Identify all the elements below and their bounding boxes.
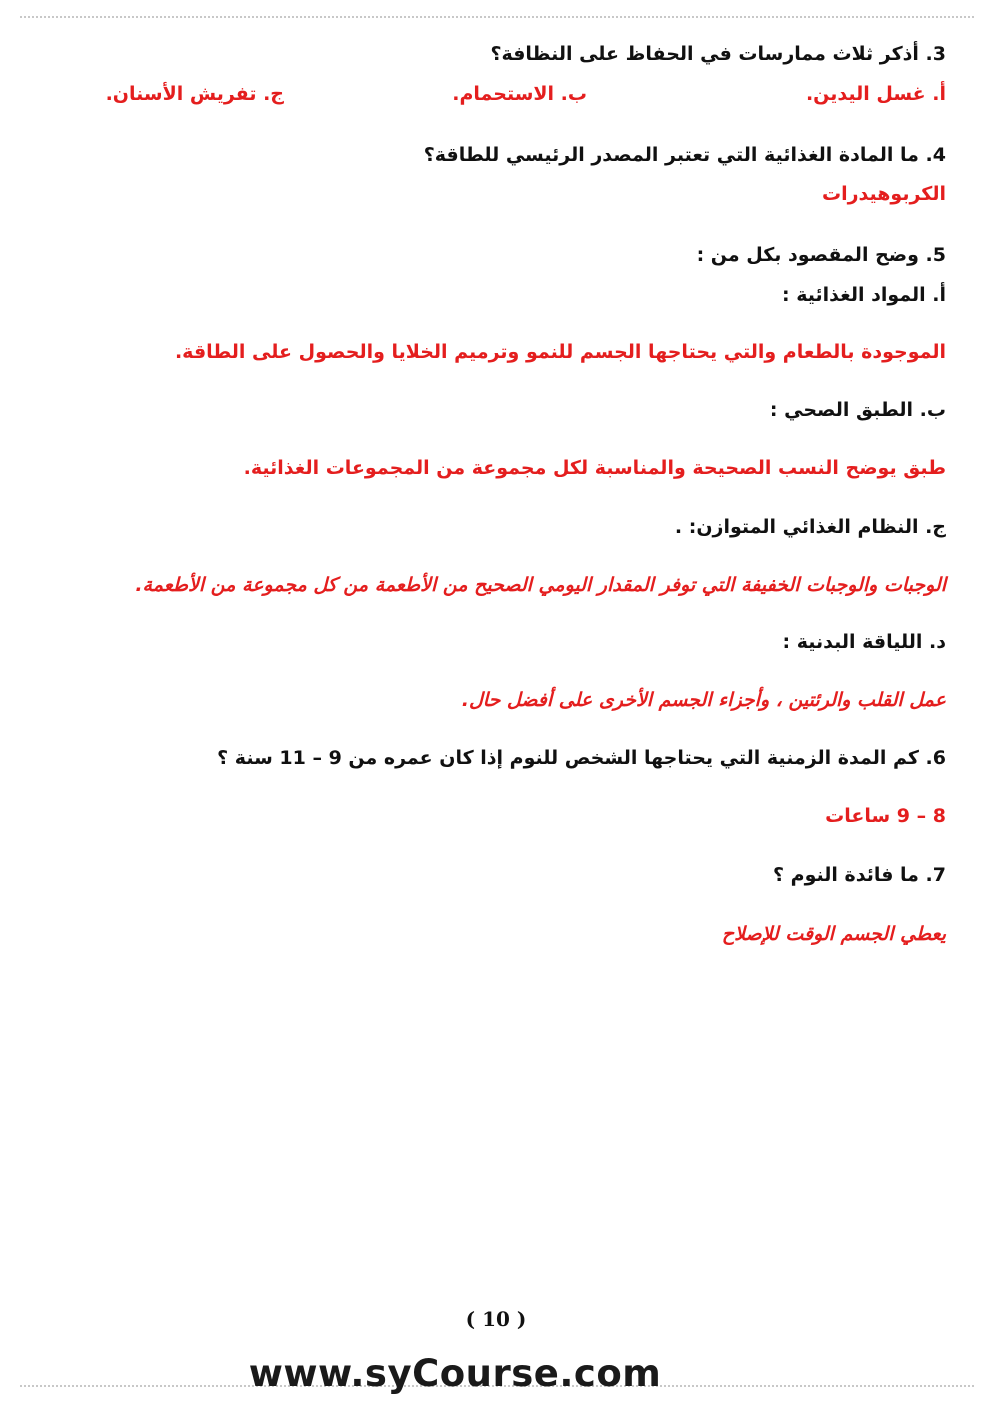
answer-7: يعطي الجسم الوقت للإصلاح (721, 923, 946, 945)
question-4: 4. ما المادة الغذائية التي تعتبر المصدر الرئيسي للطاقة؟ (423, 144, 946, 166)
question-5: 5. وضح المقصود بكل من : (696, 244, 946, 266)
top-dotted-border (20, 16, 974, 18)
question-6: 6. كم المدة الزمنية التي يحتاجها الشخص للنوم إذا كان عمره من 9 – 11 سنة ؟ (217, 747, 946, 769)
q3-option-a: أ. غسل اليدين. (805, 83, 946, 105)
question-3: 3. أذكر ثلاث ممارسات في الحفاظ على النظافة؟ (490, 43, 946, 65)
q5-definition-d: عمل القلب والرئتين ، وأجزاء الجسم الأخرى على أفضل حال. (461, 689, 946, 711)
q5-definition-b: طبق يوضح النسب الصحيحة والمناسبة لكل مجموعة من المجموعات الغذائية. (243, 457, 946, 479)
q3-option-c: ج. تفريش الأسنان. (105, 83, 284, 105)
q5-term-b: ب. الطبق الصحي : (769, 399, 946, 421)
q5-term-c: ج. النظام الغذائي المتوازن: . (674, 516, 946, 538)
q5-term-a: أ. المواد الغذائية : (781, 284, 946, 306)
q3-option-b: ب. الاستحمام. (452, 83, 587, 105)
page-number: ( 10 ) (465, 1307, 527, 1331)
q5-term-d: د. اللياقة البدنية : (782, 631, 946, 653)
q5-definition-a: الموجودة بالطعام والتي يحتاجها الجسم للنمو وترميم الخلايا والحصول على الطاقة. (174, 341, 946, 363)
question-7: 7. ما فائدة النوم ؟ (773, 864, 946, 886)
q5-definition-c: الوجبات والوجبات الخفيفة التي توفر المقدار اليومي الصحيح من الأطعمة من كل مجموعة من الأطعمة. (135, 574, 946, 596)
answer-6: 8 – 9 ساعات (825, 805, 946, 827)
website-watermark: www.syCourse.com (248, 1352, 662, 1395)
answer-4: الكربوهيدرات (821, 183, 946, 205)
